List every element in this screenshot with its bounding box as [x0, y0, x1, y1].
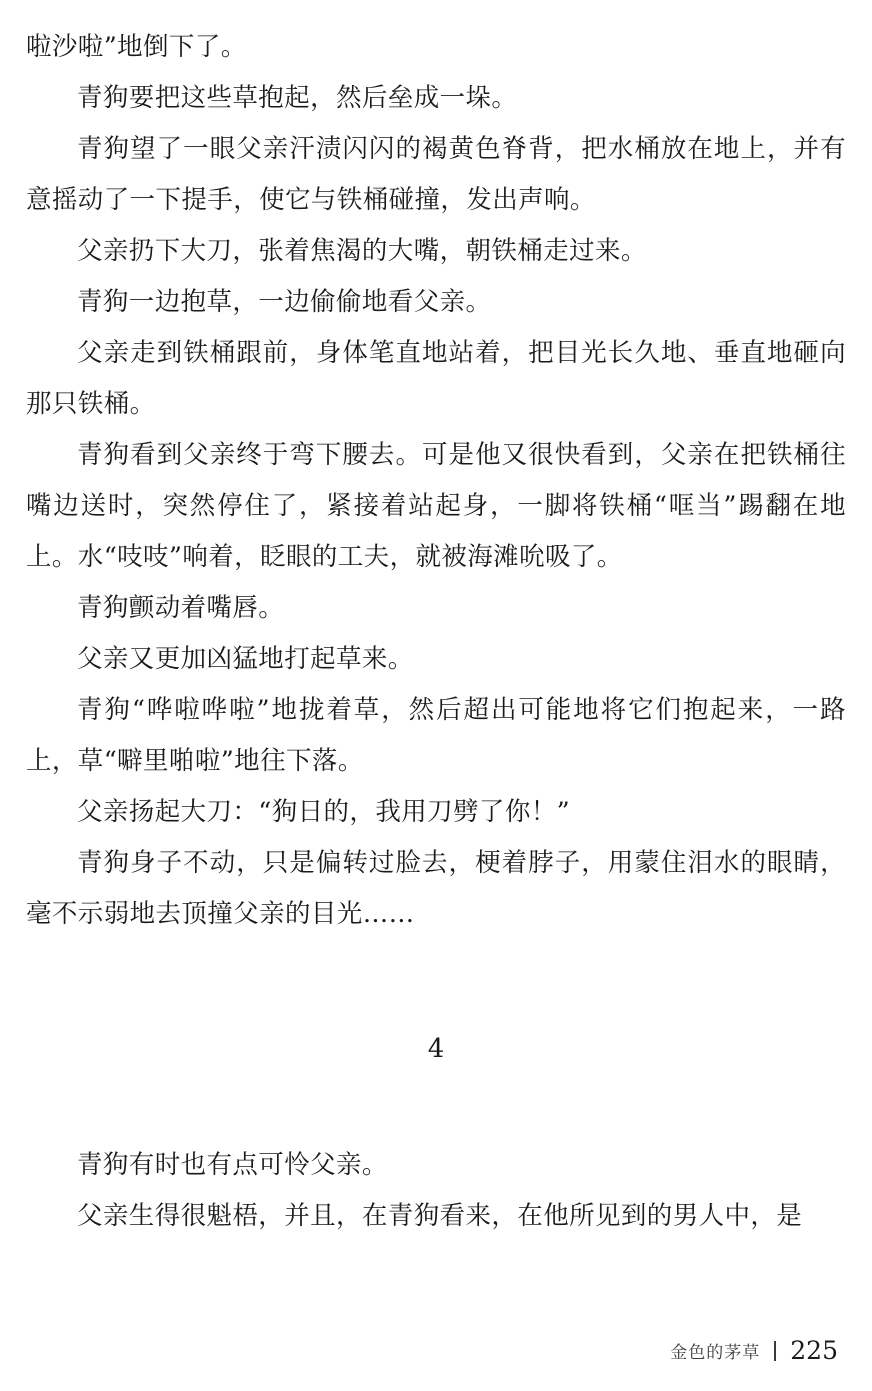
- page-footer: [670, 1336, 838, 1365]
- paragraph: 青狗“哗啦哗啦”地拢着草，然后超出可能地将它们抱起来，一路上，草“噼里啪啦”地往下落。: [26, 695, 846, 776]
- paragraph: 父亲扬起大刀：“狗日的，我用刀劈了你！”: [77, 797, 571, 827]
- paragraph: 青狗要把这些草抱起，然后垒成一垛。: [77, 83, 518, 113]
- paragraph: 啦沙啦”地倒下了。: [26, 32, 247, 62]
- paragraph: 父亲又更加凶猛地打起草来。: [77, 644, 414, 674]
- main-text-block: [26, 22, 846, 940]
- main-text-block-continued: [26, 1140, 846, 1242]
- page-number: 225: [790, 1336, 838, 1365]
- footer-chapter-title: 金色的茅草: [670, 1343, 761, 1363]
- paragraph: 父亲生得很魁梧，并且，在青狗看来，在他所见到的男人中，是: [77, 1201, 803, 1231]
- paragraph: 父亲走到铁桶跟前，身体笔直地站着，把目光长久地、垂直地砸向那只铁桶。: [26, 338, 846, 419]
- footer-divider: [774, 1341, 776, 1361]
- paragraph: 父亲扔下大刀，张着焦渴的大嘴，朝铁桶走过来。: [77, 236, 647, 266]
- paragraph: 青狗有时也有点可怜父亲。: [77, 1150, 388, 1180]
- paragraph: 青狗身子不动，只是偏转过脸去，梗着脖子，用蒙住泪水的眼睛，毫不示弱地去顶撞父亲的目光……: [26, 848, 846, 929]
- paragraph: 青狗望了一眼父亲汗渍闪闪的褐黄色脊背，把水桶放在地上，并有意摇动了一下提手，使它与铁桶碰撞，发出声响。: [26, 134, 846, 215]
- paragraph: 青狗颤动着嘴唇。: [77, 593, 285, 623]
- paragraph: 青狗一边抱草，一边偷偷地看父亲。: [77, 287, 492, 317]
- section-number: 4: [427, 1034, 445, 1064]
- paragraph: 青狗看到父亲终于弯下腰去。可是他又很快看到，父亲在把铁桶往嘴边送时，突然停住了，紧接着站起身，一脚将铁桶“哐当”踢翻在地上。水“吱吱”响着，眨眼的工夫，就被海滩吮吸了。: [26, 440, 846, 572]
